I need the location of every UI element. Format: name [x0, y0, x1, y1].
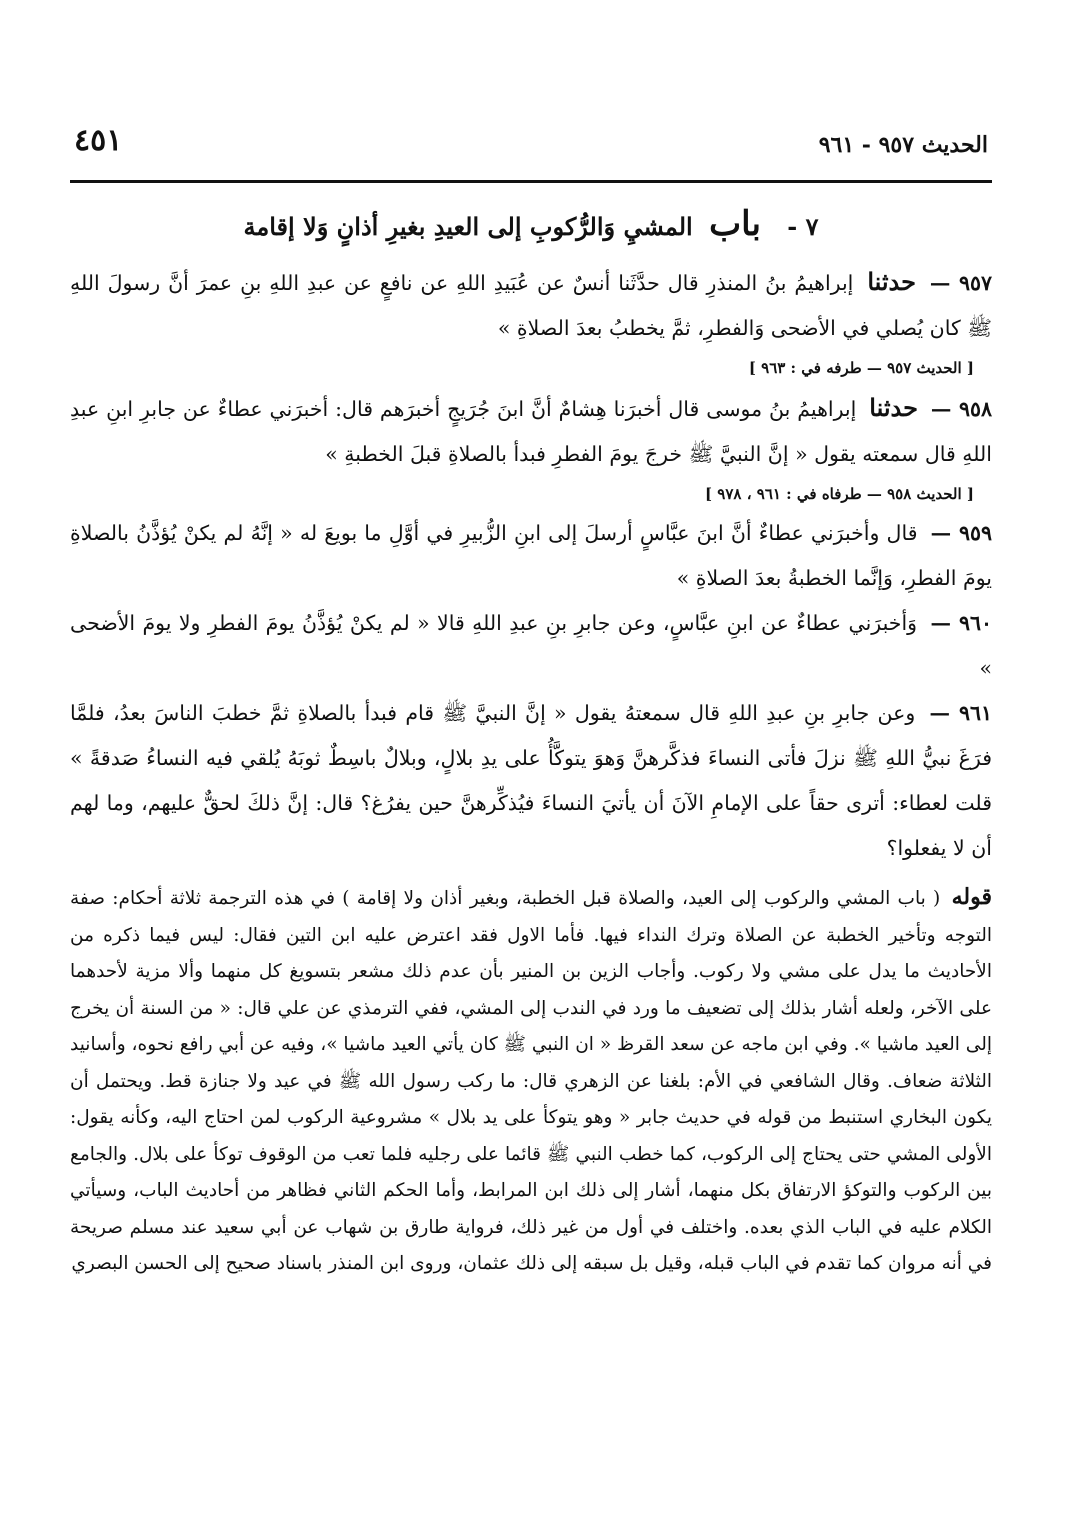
- commentary-text: ( باب المشي والركوب إلى العيد، والصلاة قبل الخطبة، وبغير أذان ولا إقامة ) في هذه الترجمة ثلاثة أحكام: صفة التوجه وتأخير الخطبة عن الصلاة وترك النداء فيها. فأما الاول فقد اعترض عليه ابن التين فقال: ليس فيما ذكره من الأحاديث ما يدل على مشي ولا ركوب. وأجاب الزين بن المنير بأن عدم ذلك مشعر بتسويغ كل منهما وألا مزية لأحدهما على الآخر، ولعله أشار بذلك إلى تضعيف ما ورد في الندب إلى المشي، ففي الترمذي عن علي قال: « من السنة أن يخرج إلى العيد ماشيا ». وفي ابن ماجه عن سعد القرظ « ان النبي ﷺ كان يأتي العيد ماشيا »، وفيه عن أبي رافع نحوه، وأسانيد الثلاثة ضعاف. وقال الشافعي في الأم: بلغنا عن الزهري قال: ما ركب رسول الله ﷺ في عيد ولا جنازة قط. ويحتمل أن يكون البخاري استنبط من قوله في حديث جابر « وهو يتوكأ على يد بلال » مشروعية الركوب لمن احتاج اليه، وكأنه يقول: الأولى المشي حتى يحتاج إلى الركوب، كما خطب النبي ﷺ قائما على رجليه فلما تعب من الوقوف توكأ على بلال. والجامع بين الركوب والتوكؤ الارتفاق بكل منهما، أشار إلى ذلك ابن المرابط، وأما الحكم الثاني فظاهر من أحاديث الباب، وسيأتي الكلام عليه في الباب الذي بعده. واختلف في أول من غير ذلك، فرواية طارق بن شهاب عن أبي سعيد عند مسلم صريحة في أنه مروان كما تقدم في الباب قبله، وقيل بل سبقه إلى ذلك عثمان، وروى ابن المنذر باسناد صحيح إلى الحسن البصري: [70, 888, 992, 1275]
- hadith-959: [70, 511, 992, 601]
- hadith-number: ٩٥٩ —: [930, 521, 992, 546]
- hadith-number: ٩٥٨ —: [930, 397, 992, 422]
- hadith-958: [70, 385, 992, 477]
- commentary: [70, 879, 992, 1283]
- commentary-opening: قوله: [951, 884, 992, 911]
- hadith-opening: حدثنا: [869, 393, 918, 423]
- hadith-957: [70, 259, 992, 351]
- hadith-text: وعن جابرِ بنِ عبدِ اللهِ قال سمعتهُ يقول « إنَّ النبيَّ ﷺ قام فبدأ بالصلاةِ ثمَّ خطبَ الناسَ بعدُ، فلمَّا فرَغَ نبيُّ اللهِ ﷺ نزلَ فأتى النساءَ فذكَّرهنَّ وَهوَ يتوكَّأُ على يدِ بلالٍ، وبلالٌ باسِطٌ ثوبَهُ يُلقي فيه النساءُ صَدقةً » قلت لعطاء: أترى حقاً على الإمامِ الآنَ أن يأتيَ النساءَ فيُذكِّرهنَّ حين يفرُغ؟ قال: إنَّ ذلكَ لحقٌّ عليهم، وما لهم أن لا يفعلوا؟: [70, 701, 992, 861]
- chapter-number: ٧ -: [787, 212, 819, 241]
- cross-reference-958: [ الحديث ٩٥٨ — طرفاه في : ٩٦١ ، ٩٧٨ ]: [704, 485, 974, 504]
- page-header: [70, 118, 992, 158]
- hadith-opening: حدثنا: [867, 267, 916, 297]
- hadith-number: ٩٥٧ —: [929, 271, 992, 296]
- hadith-text: إبراهيمُ بنُ المنذرِ قال حدَّثَنا أنسٌ عن عُبَيدِ اللهِ عن نافعٍ عن عبدِ اللهِ بنِ عمرَ أنَّ رسولَ اللهِ ﷺ كان يُصلي في الأضحى وَالفطرِ، ثمَّ يخطبُ بعدَ الصلاةِ »: [70, 271, 992, 341]
- hadith-text: قال وأخبرَني عطاءٌ أنَّ ابنَ عبَّاسٍ أرسلَ إلى ابنِ الزُّبيرِ في أوَّلِ ما بويعَ له « إنَّهُ لم يكنْ يُؤذَّنُ بالصلاةِ يومَ الفطرِ، وَإنَّما الخطبةُ بعدَ الصلاةِ »: [70, 521, 992, 591]
- running-title: الحديث ٩٥٧ - ٩٦١: [818, 132, 988, 158]
- chapter-bab-word: باب: [709, 204, 761, 244]
- page-number: ٤٥١: [74, 123, 123, 158]
- chapter-title: المشيِ وَالرُّكوبِ إلى العيدِ بغيرِ أذانٍ وَلا إقامة: [243, 212, 693, 241]
- chapter-heading: [70, 197, 992, 251]
- hadith-text: وَأخبرَني عطاءٌ عن ابنِ عبَّاسٍ، وعن جابرِ بنِ عبدِ اللهِ قالا « لم يكنْ يُؤذَّنُ يومَ الفطرِ ولا يومَ الأضحى »: [70, 611, 992, 681]
- hadith-number: ٩٦٠ —: [930, 611, 992, 636]
- hadith-number: ٩٦١ —: [929, 701, 992, 726]
- hadith-text: إبراهيمُ بنُ موسى قال أخبرَنا هِشامٌ أنَّ ابنَ جُرَيجٍ أخبرَهم قال: أخبرَني عطاءٌ عن جابرِ ابنِ عبدِ اللهِ قال سمعته يقول « إنَّ النبيَّ ﷺ خرجَ يومَ الفطرِ فبدأ بالصلاةِ قبلَ الخطبةِ »: [70, 397, 992, 467]
- hadith-960: [70, 601, 992, 691]
- hadith-961: [70, 691, 992, 871]
- header-rule: [70, 180, 992, 183]
- cross-reference-957: [ الحديث ٩٥٧ — طرفه في : ٩٦٣ ]: [748, 359, 974, 378]
